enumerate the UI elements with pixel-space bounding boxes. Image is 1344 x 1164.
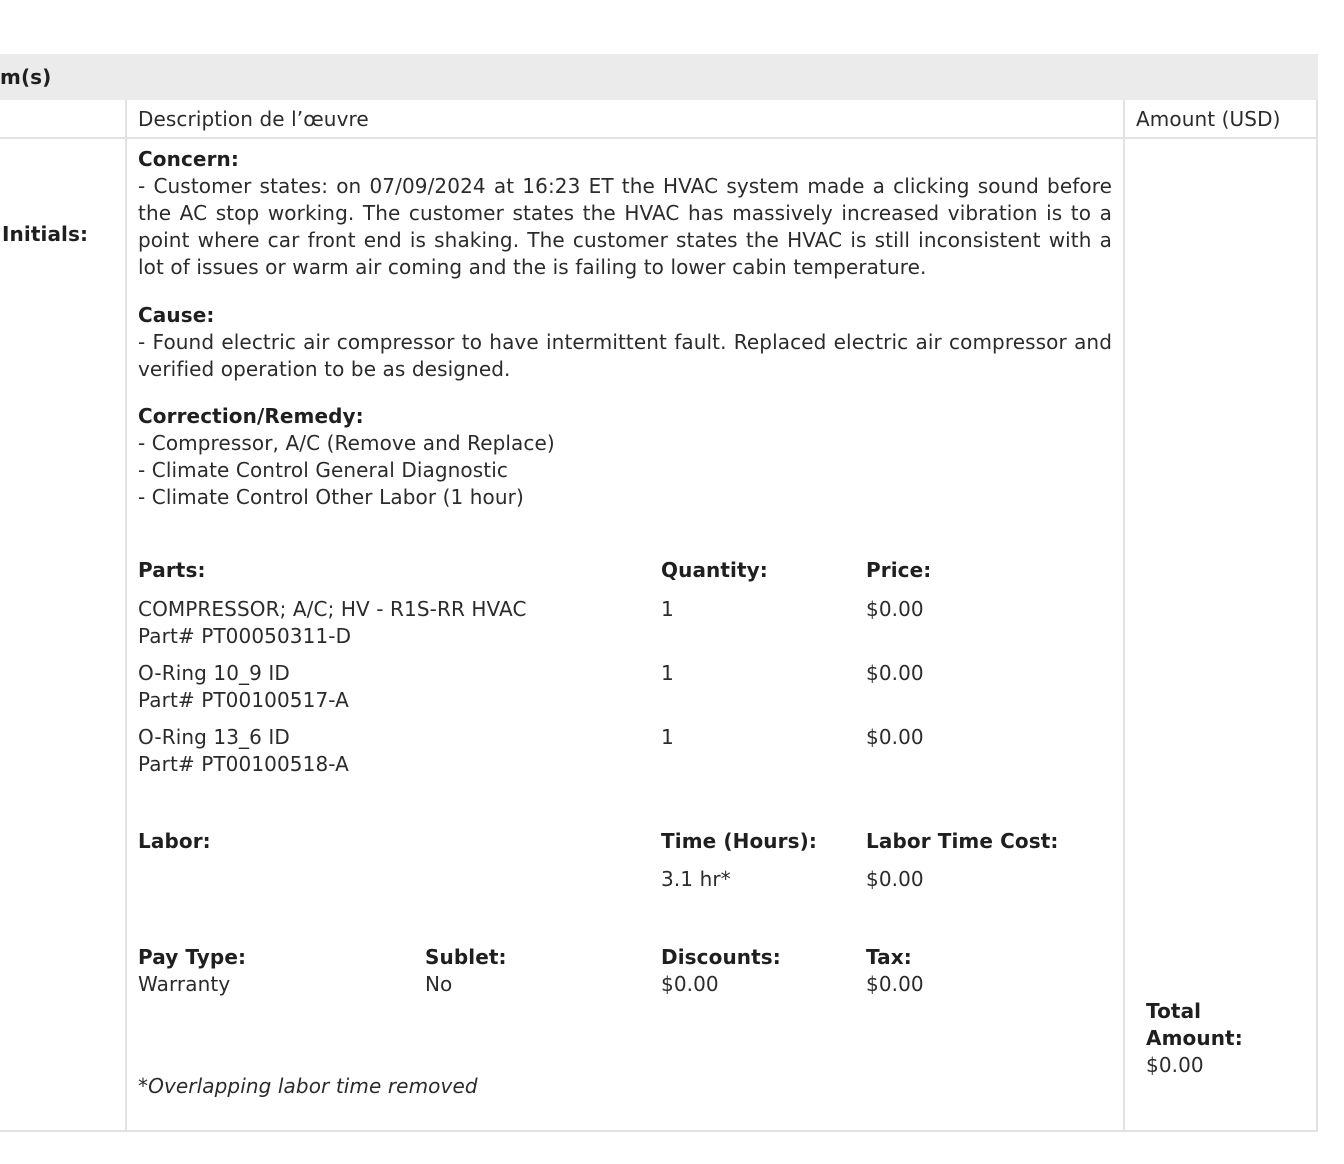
correction-item: - Compressor, A/C (Remove and Replace) — [138, 431, 555, 455]
correction-item: - Climate Control Other Labor (1 hour) — [138, 485, 524, 509]
pay-type-label: Pay Type: — [138, 945, 247, 969]
tax-value: $0.00 — [866, 972, 924, 996]
footnote: *Overlapping labor time removed — [138, 1074, 478, 1098]
cause-text: - Found electric air compressor to have intermittent fault. Replaced electric air compressor and verified operation to be as designed. — [138, 330, 1112, 381]
column-divider-left — [125, 100, 127, 1132]
part-number: Part# PT00100518-A — [138, 752, 349, 776]
sublet-label: Sublet: — [425, 945, 507, 969]
total-label-line2: Amount: — [1146, 1026, 1243, 1050]
table-bottom-border — [0, 1130, 1318, 1132]
table-right-border — [1316, 100, 1318, 1132]
price-header: Price: — [866, 558, 932, 582]
total-amount-value: $0.00 — [1146, 1053, 1204, 1077]
column-divider-right — [1123, 100, 1125, 1132]
discounts-block — [661, 944, 781, 998]
discounts-value: $0.00 — [661, 972, 719, 996]
tax-label: Tax: — [866, 945, 912, 969]
column-header-amount: Amount (USD) — [1136, 107, 1281, 131]
correction-item: - Climate Control General Diagnostic — [138, 458, 508, 482]
concern-section — [138, 146, 1112, 281]
labor-time-header: Time (Hours): — [661, 829, 817, 853]
cause-section — [138, 302, 1112, 383]
part-number: Part# PT00100517-A — [138, 688, 349, 712]
part-price: $0.00 — [866, 661, 924, 685]
part-quantity: 1 — [661, 661, 674, 685]
part-name: O-Ring 13_6 ID — [138, 725, 290, 749]
sublet-value: No — [425, 972, 453, 996]
column-header-description: Description de l’œuvre — [138, 107, 369, 131]
quantity-header: Quantity: — [661, 558, 768, 582]
correction-section — [138, 403, 1112, 511]
total-amount-block — [1146, 998, 1243, 1079]
part-name: O-Ring 10_9 ID — [138, 661, 290, 685]
concern-text: - Customer states: on 07/09/2024 at 16:23 ET the HVAC system made a clicking sound before the AC stop working. The customer states the HVAC has massively increased vibration is to a point where car front end is shaking. The customer states the HVAC is still inconsistent with a lot of issues or warm air coming and the is failing to lower cabin temperature. — [138, 174, 1112, 279]
part-name: COMPRESSOR; A/C; HV - R1S-RR HVAC — [138, 597, 527, 621]
part-row-1 — [138, 596, 527, 650]
labor-label: Labor: — [138, 829, 211, 853]
concern-label: Concern: — [138, 147, 239, 171]
part-quantity: 1 — [661, 725, 674, 749]
parts-header: Parts: — [138, 558, 206, 582]
pay-type-value: Warranty — [138, 972, 231, 996]
sublet-block — [425, 944, 507, 998]
section-header-bar — [0, 54, 1318, 100]
part-row-2 — [138, 660, 349, 714]
labor-cost-header: Labor Time Cost: — [866, 829, 1059, 853]
tax-block — [866, 944, 924, 998]
part-price: $0.00 — [866, 597, 924, 621]
part-number: Part# PT00050311-D — [138, 624, 352, 648]
part-quantity: 1 — [661, 597, 674, 621]
section-header-title: m(s) — [0, 65, 52, 89]
header-row-divider — [0, 137, 1318, 139]
part-row-3 — [138, 724, 349, 778]
cause-label: Cause: — [138, 303, 215, 327]
labor-cost-value: $0.00 — [866, 867, 924, 891]
discounts-label: Discounts: — [661, 945, 781, 969]
part-price: $0.00 — [866, 725, 924, 749]
correction-label: Correction/Remedy: — [138, 404, 364, 428]
labor-time-value: 3.1 hr* — [661, 867, 731, 891]
initials-label: Initials: — [2, 222, 89, 246]
pay-type-block — [138, 944, 246, 998]
total-label-line1: Total — [1146, 999, 1202, 1023]
